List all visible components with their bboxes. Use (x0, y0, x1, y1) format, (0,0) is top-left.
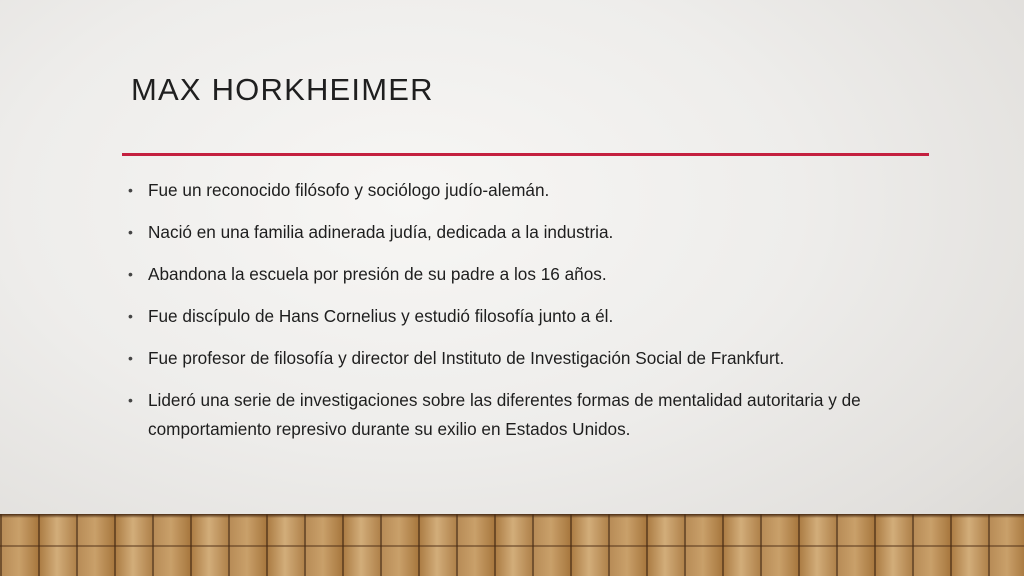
bullet-text: Fue profesor de filosofía y director del Instituto de Investigación Social de Frankfurt. (148, 348, 785, 368)
bullet-point-icon: • (128, 182, 133, 198)
bullet-point-icon: • (128, 392, 133, 408)
bullet-text: Lideró una serie de investigaciones sobre las diferentes formas de mentalidad autoritaria y de comportamiento represivo durante su exilio en Estados Unidos. (148, 390, 861, 439)
bullet-item (128, 176, 918, 205)
bullet-item (128, 386, 918, 444)
bullet-point-icon: • (128, 224, 133, 240)
bullet-text: Abandona la escuela por presión de su padre a los 16 años. (148, 264, 607, 284)
bullet-text: Nació en una familia adinerada judía, dedicada a la industria. (148, 222, 614, 242)
bullet-point-icon: • (128, 266, 133, 282)
bullet-text: Fue discípulo de Hans Cornelius y estudió filosofía junto a él. (148, 306, 614, 326)
slide-title: MAX HORKHEIMER (131, 72, 434, 107)
floor-plank-seam (0, 545, 1024, 547)
bullet-item (128, 260, 918, 289)
title-underline (122, 153, 929, 156)
bullet-item (128, 344, 918, 373)
bullet-item (128, 218, 918, 247)
bullet-point-icon: • (128, 350, 133, 366)
bullet-item (128, 302, 918, 331)
bullet-text: Fue un reconocido filósofo y sociólogo judío-alemán. (148, 180, 550, 200)
bullet-list (128, 176, 918, 457)
floor-edge-shadow (0, 514, 1024, 518)
bullet-point-icon: • (128, 308, 133, 324)
